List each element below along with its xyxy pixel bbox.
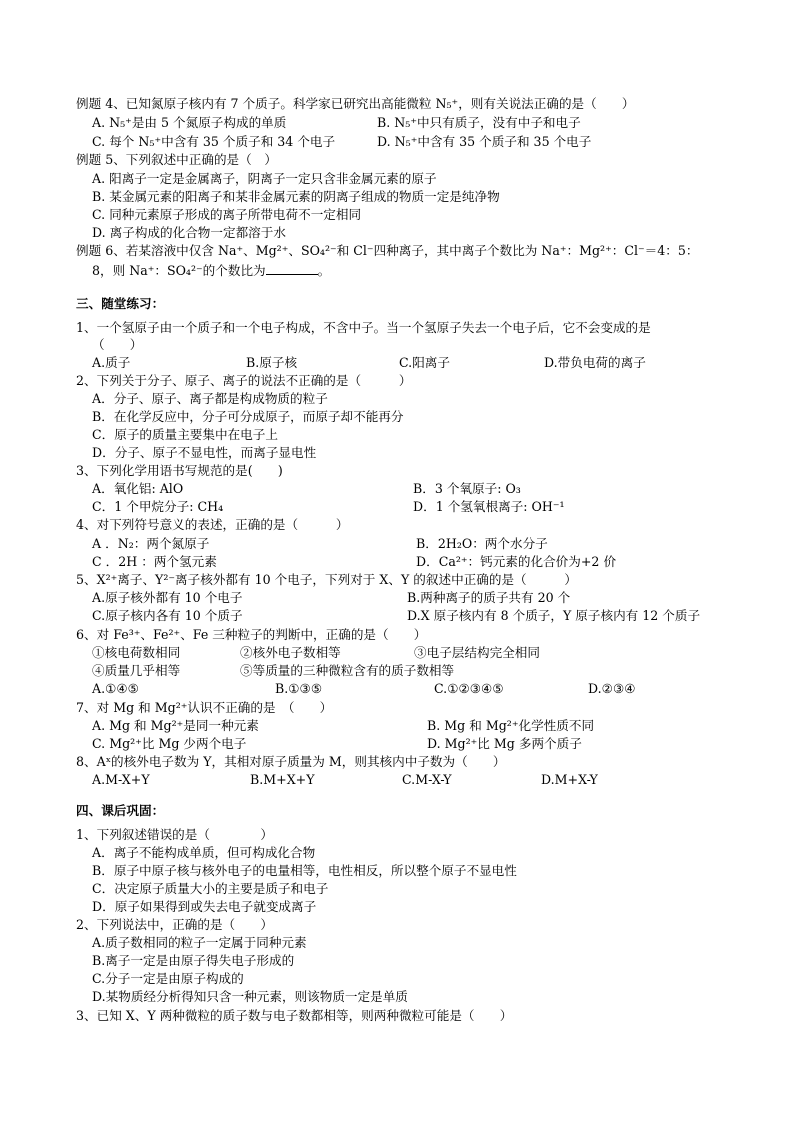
s3-q6-stem: 6、对 Fe³⁺、Fe²⁺、Fe 三种粒子的判断中，正确的是（ ） xyxy=(76,627,427,642)
s4-q2-option-d: D.某物质经分析得知只含一种元素，则该物质一定是单质 xyxy=(92,989,408,1004)
s3-q7-option-b: B. Mg 和 Mg²⁺化学性质不同 xyxy=(427,718,595,733)
s4-q2-option-b: B.离子一定是由原子得失电子形成的 xyxy=(92,953,295,968)
example-4-option-d: D. N₅⁺中含有 35 个质子和 35 个电子 xyxy=(377,134,592,149)
s4-q3-stem: 3、已知 X、Y 两种微粒的质子数与电子数都相等，则两种微粒可能是（ ） xyxy=(76,1008,513,1023)
s3-q2-stem: 2、下列关于分子、原子、离子的说法不正确的是（ ） xyxy=(76,373,412,388)
s3-q5-option-b: B.两种离子的质子共有 20 个 xyxy=(407,590,571,605)
s3-q1-option-c: C.阳离子 xyxy=(399,355,450,370)
s3-q8-option-d: D.M+X-Y xyxy=(541,772,598,787)
s3-q7-option-a: A. Mg 和 Mg²⁺是同一种元素 xyxy=(92,718,259,733)
s3-q3-stem: 3、下列化学用语书写规范的是( ) xyxy=(76,463,283,478)
example-4-option-b: B. N₅⁺中只有质子，没有中子和电子 xyxy=(377,115,581,130)
s3-q8-option-b: B.M+X+Y xyxy=(250,772,315,787)
s4-q1-option-a: A．离子不能构成单质，但可构成化合物 xyxy=(92,845,316,860)
example-5-option-c: C. 同种元素原子形成的离子所带电荷不一定相同 xyxy=(92,207,362,222)
s3-q1-option-d: D.带负电荷的离子 xyxy=(544,355,646,370)
example-5-option-b: B. 某金属元素的阳离子和某非金属元素的阴离子组成的物质一定是纯净物 xyxy=(92,189,500,204)
s3-q8-stem: 8、Aˣ的核外电子数为 Y，其相对原子质量为 M，则其核内中子数为（ ） xyxy=(76,754,506,769)
s3-q6-option-a: A.①④⑤ xyxy=(92,681,139,696)
answer-blank xyxy=(266,262,318,275)
s4-q2-stem: 2、下列说法中，正确的是（ ） xyxy=(76,917,273,932)
s3-q6-statement-5: ⑤等质量的三种微粒含有的质子数相等 xyxy=(240,663,455,678)
example-4-stem: 例题 4、已知氮原子核内有 7 个质子。科学家已研究出高能微粒 N₅⁺，则有关说法正确的是（ ） xyxy=(76,96,635,111)
s3-q5-option-d: D.X 原子核内有 8 个质子，Y 原子核内有 12 个质子 xyxy=(407,608,701,623)
s3-q7-option-d: D. Mg²⁺比 Mg 多两个质子 xyxy=(427,736,582,751)
s3-q2-option-a: A．分子、原子、离子都是构成物质的粒子 xyxy=(92,391,328,406)
example-6-line-2-end: 。 xyxy=(317,263,331,278)
example-5-option-a: A. 阳离子一定是金属离子，阴离子一定只含非金属元素的原子 xyxy=(92,171,437,186)
example-4-option-a: A. N₅⁺是由 5 个氮原子构成的单质 xyxy=(92,115,287,130)
s3-q1-option-b: B.原子核 xyxy=(246,355,298,370)
s3-q3-option-b: B．3 个氧原子: O₃ xyxy=(413,481,521,496)
s3-q6-option-c: C.①②③④⑤ xyxy=(434,681,504,696)
section-3-heading: 三、随堂练习： xyxy=(76,296,165,311)
s3-q4-option-d: D．Ca²⁺：钙元素的化合价为+2 价 xyxy=(416,554,617,569)
s3-q3-option-a: A．氧化铝: AlO xyxy=(92,481,184,496)
s3-q3-option-c: C．1 个甲烷分子: CH₄ xyxy=(92,499,224,514)
s3-q7-option-c: C. Mg²⁺比 Mg 少两个电子 xyxy=(92,736,247,751)
s3-q1-option-a: A.质子 xyxy=(92,355,131,370)
s3-q3-option-d: D．1 个氢氧根离子: OH⁻¹ xyxy=(413,499,565,514)
s3-q4-option-c: C ．2H ：两个氢元素 xyxy=(92,554,217,569)
s3-q2-option-c: C．原子的质量主要集中在电子上 xyxy=(92,427,278,442)
example-6-line-2 xyxy=(92,262,330,279)
example-6-line-1: 例题 6、若某溶液中仅含 Na⁺、Mg²⁺、SO₄²⁻和 Cl⁻四种离子，其中离子个数比为 Na⁺：Mg²⁺：Cl⁻＝4：5： xyxy=(76,243,699,258)
s3-q5-stem: 5、X²⁺离子、Y²⁻离子核外都有 10 个电子，下列对于 X、Y 的叙述中正确的是（ ） xyxy=(76,572,578,587)
s3-q4-option-b: B．2H₂O：两个水分子 xyxy=(416,536,548,551)
section-4-heading: 四、课后巩固： xyxy=(76,803,165,818)
example-5-stem: 例题 5、下列叙述中正确的是（ ） xyxy=(76,152,277,167)
s3-q6-option-d: D.②③④ xyxy=(588,681,636,696)
s3-q8-option-c: C.M-X-Y xyxy=(402,772,452,787)
s3-q2-option-b: B．在化学反应中，分子可分成原子，而原子却不能再分 xyxy=(92,409,404,424)
s3-q2-option-d: D．分子、原子不显电性，而离子显电性 xyxy=(92,445,317,460)
s3-q8-option-a: A.M-X+Y xyxy=(92,772,150,787)
s4-q1-option-d: D．原子如果得到或失去电子就变成离子 xyxy=(92,899,317,914)
s3-q7-stem: 7、对 Mg 和 Mg²⁺认识不正确的是 （ ） xyxy=(76,700,333,715)
s3-q6-statement-3: ③电子层结构完全相同 xyxy=(414,645,540,660)
s3-q5-option-a: A.原子核外都有 10 个电子 xyxy=(92,590,243,605)
s4-q1-stem: 1、下列叙述错误的是（ ） xyxy=(76,827,273,842)
s4-q1-option-b: B．原子中原子核与核外电子的电量相等，电性相反，所以整个原子不显电性 xyxy=(92,863,517,878)
s4-q1-option-c: C．决定原子质量大小的主要是质子和电子 xyxy=(92,881,329,896)
s3-q6-statement-1: ①核电荷数相同 xyxy=(92,645,181,660)
s3-q1-paren: （ ） xyxy=(92,337,143,352)
example-4-option-c: C. 每个 N₅⁺中含有 35 个质子和 34 个电子 xyxy=(92,134,336,149)
s3-q4-stem: 4、对下列符号意义的表述，正确的是（ ） xyxy=(76,517,349,532)
example-6-line-2-text: 8，则 Na⁺：SO₄²⁻的个数比为 xyxy=(92,263,266,278)
s4-q2-option-a: A.质子数相同的粒子一定属于同种元素 xyxy=(92,935,307,950)
s4-q2-option-c: C.分子一定是由原子构成的 xyxy=(92,971,244,986)
s3-q1-stem: 1、一个氢原子由一个质子和一个电子构成，不含中子。当一个氢原子失去一个电子后，它不会变成的是 xyxy=(76,320,651,335)
s3-q4-option-a: A ．N₂：两个氮原子 xyxy=(92,536,210,551)
example-5-option-d: D. 离子构成的化合物一定都溶于水 xyxy=(92,225,286,240)
s3-q6-option-b: B.①③⑤ xyxy=(275,681,323,696)
s3-q6-statement-2: ②核外电子数相等 xyxy=(240,645,341,660)
s3-q5-option-c: C.原子核内各有 10 个质子 xyxy=(92,608,243,623)
s3-q6-statement-4: ④质量几乎相等 xyxy=(92,663,181,678)
